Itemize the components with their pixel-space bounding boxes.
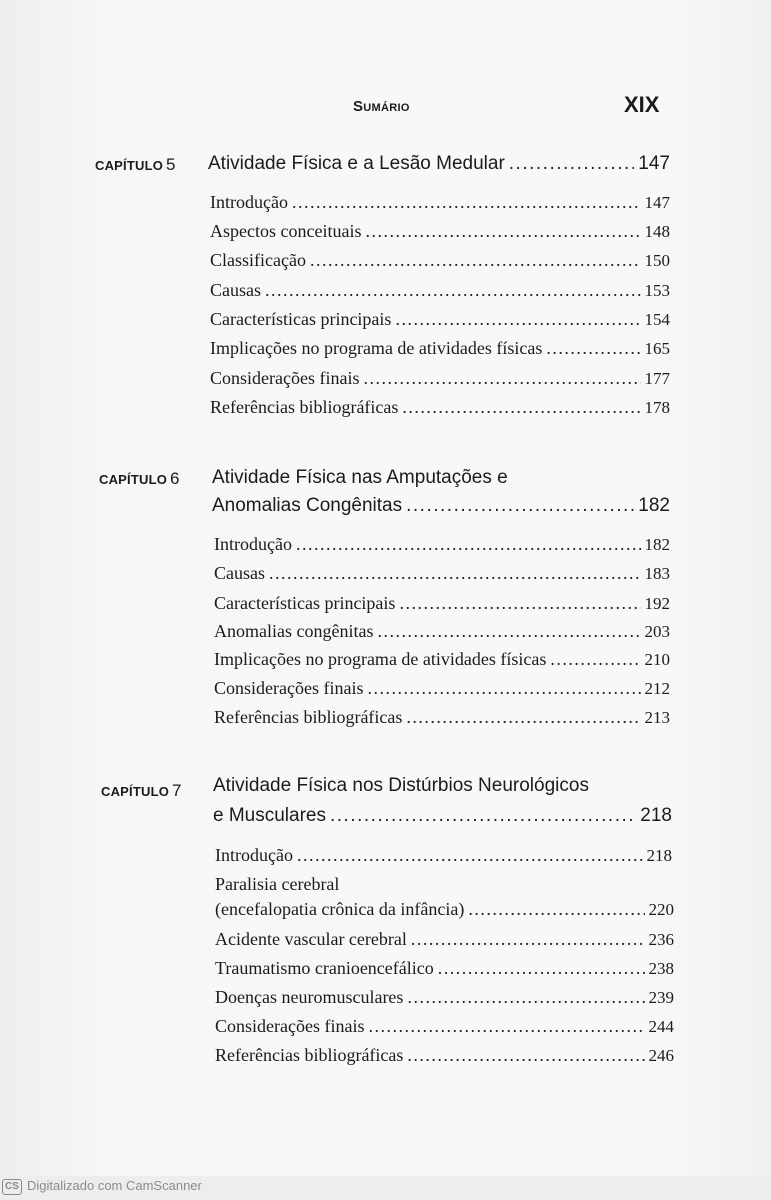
- entry-page: 239: [648, 988, 674, 1007]
- toc-entry: [210, 334, 670, 362]
- entry-title: (encefalopatia crônica da infância): [215, 899, 465, 919]
- toc-entry: [210, 393, 670, 421]
- entry-title: Causas: [214, 563, 265, 583]
- chapter-7-label: [101, 781, 182, 801]
- toc-entry: [214, 703, 670, 731]
- entry-page: 203: [644, 622, 670, 641]
- dot-leader: [368, 1012, 644, 1040]
- entry-title: Causas: [210, 280, 261, 300]
- chapter-6-title-line-1: Atividade Física nas Amputações e: [212, 467, 508, 488]
- toc-entry: [210, 364, 670, 392]
- entry-page: 238: [648, 959, 674, 978]
- dot-leader: [438, 954, 645, 982]
- dot-leader: [265, 276, 641, 304]
- entry-title: Considerações finais: [210, 368, 360, 388]
- entry-title: Aspectos conceituais: [210, 221, 362, 241]
- toc-entry: [215, 841, 672, 869]
- toc-entry: [215, 983, 674, 1011]
- entry-title: Considerações finais: [215, 1016, 365, 1036]
- entry-title: Implicações no programa de atividades físicas: [214, 649, 547, 669]
- chapter-label-text: CAPÍTULO: [101, 784, 170, 799]
- entry-title: Características principais: [210, 309, 392, 329]
- entry-page: 182: [644, 535, 670, 554]
- dot-leader: [509, 150, 635, 178]
- toc-entry: [210, 305, 670, 333]
- dot-leader: [399, 589, 640, 617]
- dot-leader: [406, 492, 634, 520]
- toc-entry: [215, 1041, 674, 1069]
- toc-entry: [215, 954, 674, 982]
- dot-leader: [296, 530, 641, 558]
- entry-page: 246: [648, 1046, 674, 1065]
- chapter-number: 6: [170, 469, 180, 488]
- toc-entry: [214, 559, 670, 587]
- dot-leader: [395, 305, 640, 333]
- entry-page: 153: [644, 281, 670, 300]
- entry-title: Considerações finais: [214, 678, 364, 698]
- entry-title: Referências bibliográficas: [214, 707, 403, 727]
- entry-page: 177: [644, 369, 670, 388]
- toc-entry: [214, 617, 670, 645]
- dot-leader: [546, 334, 640, 362]
- dot-leader: [468, 895, 644, 923]
- scanner-watermark-text: Digitalizado com CamScanner: [27, 1178, 202, 1193]
- dot-leader: [365, 217, 640, 245]
- entry-page: 150: [644, 251, 670, 270]
- entry-title: Introdução: [215, 845, 293, 865]
- page-header-number: XIX: [624, 92, 660, 117]
- entry-page: 165: [644, 339, 670, 358]
- entry-page: 236: [648, 930, 674, 949]
- dot-leader: [377, 617, 640, 645]
- chapter-6-title-line-2: [212, 492, 670, 520]
- page-header-title: Sumário: [353, 98, 410, 115]
- dot-leader: [297, 841, 643, 869]
- camscanner-logo-icon: CS: [2, 1179, 22, 1195]
- toc-entry: [214, 674, 670, 702]
- entry-page: 244: [648, 1017, 674, 1036]
- chapter-page: 182: [638, 495, 670, 516]
- entry-page: 154: [644, 310, 670, 329]
- entry-page: 192: [644, 594, 670, 613]
- entry-page: 147: [644, 193, 670, 212]
- entry-page: 183: [644, 564, 670, 583]
- chapter-page: 218: [640, 805, 672, 826]
- entry-title: Acidente vascular cerebral: [215, 929, 407, 949]
- dot-leader: [292, 188, 641, 216]
- entry-title: Referências bibliográficas: [215, 1045, 404, 1065]
- dot-leader: [330, 802, 636, 830]
- chapter-number: 7: [172, 781, 182, 800]
- chapter-title: Anomalias Congênitas: [212, 495, 403, 516]
- toc-entry: [210, 188, 670, 216]
- entry-page: 220: [648, 900, 674, 919]
- chapter-label-text: CAPÍTULO: [95, 158, 164, 173]
- entry-page: 218: [646, 846, 672, 865]
- dot-leader: [310, 246, 641, 274]
- toc-entry: [215, 1012, 674, 1040]
- toc-entry: [210, 217, 670, 245]
- entry-page: 213: [644, 708, 670, 727]
- entry-title: Características principais: [214, 593, 396, 613]
- chapter-page: 147: [638, 153, 670, 174]
- entry-page: 212: [644, 679, 670, 698]
- chapter-5-title-line: [208, 150, 670, 178]
- dot-leader: [407, 983, 644, 1011]
- entry-page: 178: [644, 398, 670, 417]
- dot-leader: [550, 645, 640, 673]
- dot-leader: [406, 703, 640, 731]
- entry-title: Implicações no programa de atividades físicas: [210, 338, 543, 358]
- chapter-title: Atividade Física e a Lesão Medular: [208, 153, 505, 174]
- toc-entry-line-1: Paralisia cerebral: [215, 874, 340, 894]
- dot-leader: [269, 559, 641, 587]
- dot-leader: [411, 925, 645, 953]
- dot-leader: [367, 674, 640, 702]
- toc-entry: [214, 589, 670, 617]
- toc-entry: [215, 895, 674, 923]
- entry-title: Doenças neuromusculares: [215, 987, 404, 1007]
- toc-entry: [210, 246, 670, 274]
- chapter-number: 5: [166, 155, 176, 174]
- entry-title: Introdução: [210, 192, 288, 212]
- chapter-6-label: [99, 469, 180, 489]
- dot-leader: [402, 393, 640, 421]
- toc-entry: [214, 530, 670, 558]
- dot-leader: [363, 364, 640, 392]
- toc-entry: [214, 645, 670, 673]
- toc-entry: [215, 925, 674, 953]
- entry-title: Anomalias congênitas: [214, 621, 374, 641]
- chapter-label-text: CAPÍTULO: [99, 472, 168, 487]
- toc-entry: [210, 276, 670, 304]
- entry-page: 210: [644, 650, 670, 669]
- entry-page: 148: [644, 222, 670, 241]
- entry-title: Classificação: [210, 250, 306, 270]
- chapter-7-title-line-2: [213, 802, 672, 830]
- chapter-5-label: [95, 155, 176, 175]
- chapter-7-title-line-1: Atividade Física nos Distúrbios Neurológicos: [213, 775, 589, 796]
- entry-title: Introdução: [214, 534, 292, 554]
- entry-title: Referências bibliográficas: [210, 397, 399, 417]
- entry-title: Traumatismo cranioencefálico: [215, 958, 434, 978]
- dot-leader: [407, 1041, 644, 1069]
- chapter-title: e Musculares: [213, 805, 326, 826]
